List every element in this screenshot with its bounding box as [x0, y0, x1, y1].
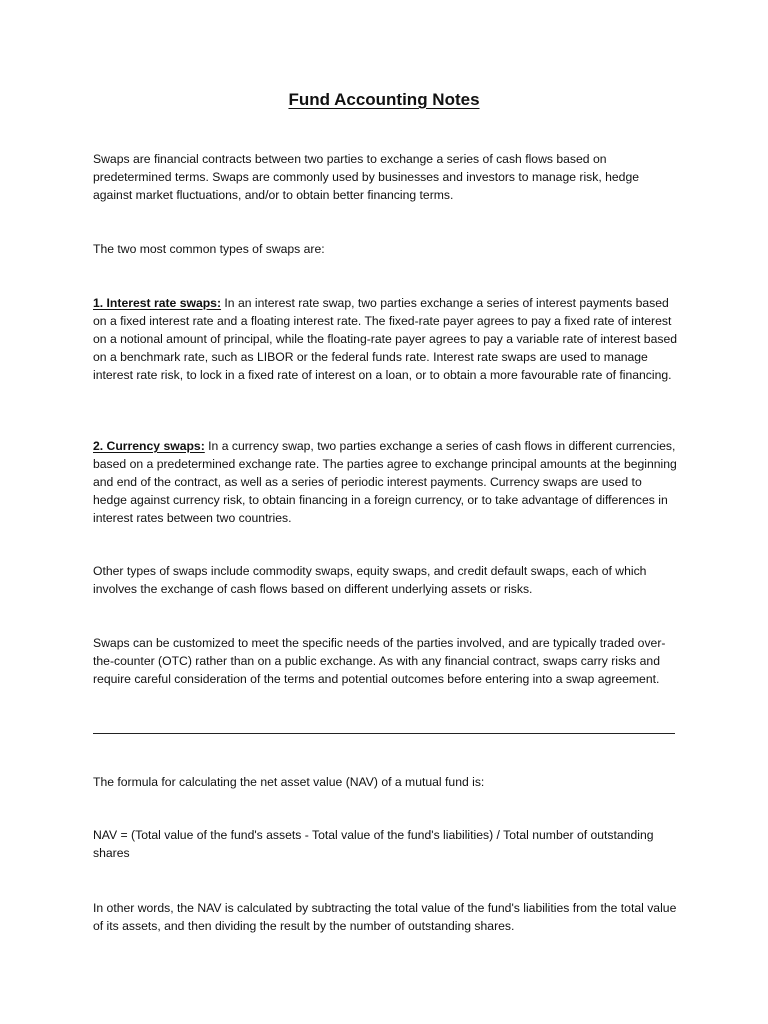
paragraph-currency-swaps — [93, 437, 677, 527]
paragraph-swap-customization: Swaps can be customized to meet the specific needs of the parties involved, and are typically traded over-the-counter (OTC) rather than on a public exchange. As with any financial contract, swaps carry risks and require careful consideration of the terms and potential outcomes before entering into a swap agreement. — [93, 636, 666, 686]
paragraph-nav-formula: NAV = (Total value of the fund's assets - Total value of the fund's liabilities) / Total number of outstanding shares — [93, 828, 654, 860]
paragraph-interest-rate-swaps — [93, 294, 677, 384]
horizontal-divider — [93, 733, 675, 734]
currency-swaps-text: In a currency swap, two parties exchange a series of cash flows in different currencies, based on a predetermined exchange rate. The parties agree to exchange principal amounts at the beginning and end of the contract, as well as a series of periodic interest payments. Currency swaps are used to hedge against currency risk, to obtain financing in a foreign currency, or to take advantage of differences in interest rates between two countries. — [93, 439, 677, 525]
interest-rate-swaps-text: In an interest rate swap, two parties exchange a series of interest payments based on a fixed interest rate and a floating interest rate. The fixed-rate payer agrees to pay a fixed rate of interest on a notional amount of principal, while the floating-rate payer agrees to pay a variable rate of interest based on a benchmark rate, such as LIBOR or the federal funds rate. Interest rate swaps are used to manage interest rate risk, to lock in a fixed rate of interest on a loan, or to obtain a more favourable rate of financing. — [93, 296, 678, 382]
paragraph-other-swap-types: Other types of swaps include commodity swaps, equity swaps, and credit default swaps, each of which involves the exchange of cash flows based on different underlying assets or risks. — [93, 564, 647, 596]
paragraph-intro: Swaps are financial contracts between two parties to exchange a series of cash flows based on predetermined terms. Swaps are commonly used by businesses and investors to manage risk, hedge against market fluctuations, and/or to obtain better financing terms. — [93, 152, 640, 202]
paragraph-nav-intro: The formula for calculating the net asset value (NAV) of a mutual fund is: — [93, 775, 485, 789]
paragraph-nav-explanation: In other words, the NAV is calculated by subtracting the total value of the fund's liabilities from the total value of its assets, and then dividing the result by the number of outstanding shares. — [93, 901, 677, 933]
paragraph-types-intro: The two most common types of swaps are: — [93, 242, 325, 256]
document-title: Fund Accounting Notes — [288, 90, 480, 109]
interest-rate-swaps-heading: 1. Interest rate swaps: — [93, 296, 222, 310]
currency-swaps-heading: 2. Currency swaps: — [93, 439, 205, 453]
